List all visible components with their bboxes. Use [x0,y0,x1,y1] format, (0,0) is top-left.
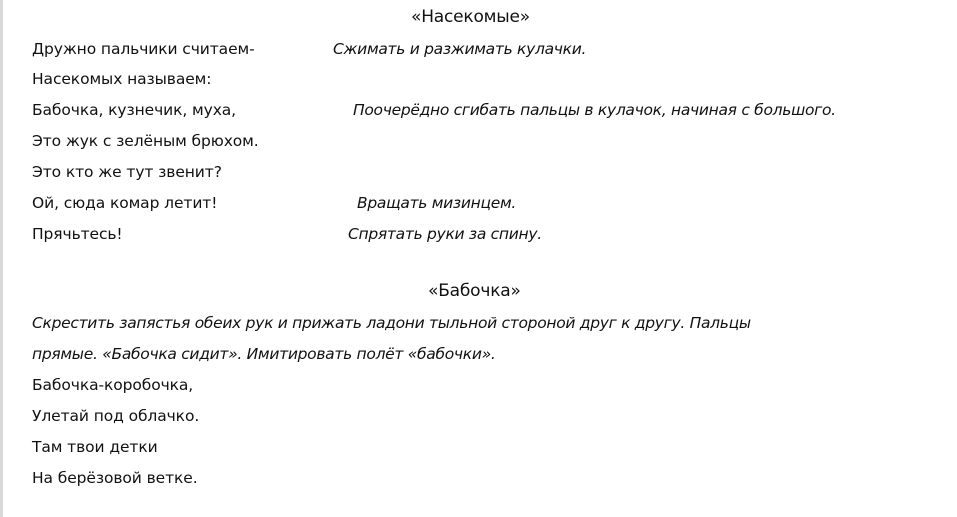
action-line: Спрятать руки за спину. [348,225,542,243]
verse-line: Бабочка-коробочка, [32,376,194,394]
action-line: Поочерёдно сгибать пальцы в кулачок, начиная с большого. [353,101,836,119]
section-title-insects: «Насекомые» [411,7,530,27]
action-line: Сжимать и разжимать кулачки. [333,40,587,58]
verse-line: На берёзовой ветке. [32,469,198,487]
verse-line: Там твои детки [32,438,158,456]
verse-line: Прячьтесь! [32,225,123,243]
action-line: Вращать мизинцем. [357,194,516,212]
instruction-line: прямые. «Бабочка сидит». Имитировать полёт «бабочки». [32,345,496,363]
verse-line: Насекомых называем: [32,70,212,88]
instruction-line: Скрестить запястья обеих рук и прижать ладони тыльной стороной друг к другу. Пальцы [32,314,751,332]
section-title-butterfly: «Бабочка» [428,281,521,301]
verse-line: Это жук с зелёным брюхом. [32,132,259,150]
verse-line: Это кто же тут звенит? [32,163,222,181]
page-left-border [0,0,3,517]
verse-line: Улетай под облачко. [32,407,200,425]
verse-line: Ой, сюда комар летит! [32,194,218,212]
verse-line: Дружно пальчики считаем- [32,40,255,58]
verse-line: Бабочка, кузнечик, муха, [32,101,237,119]
